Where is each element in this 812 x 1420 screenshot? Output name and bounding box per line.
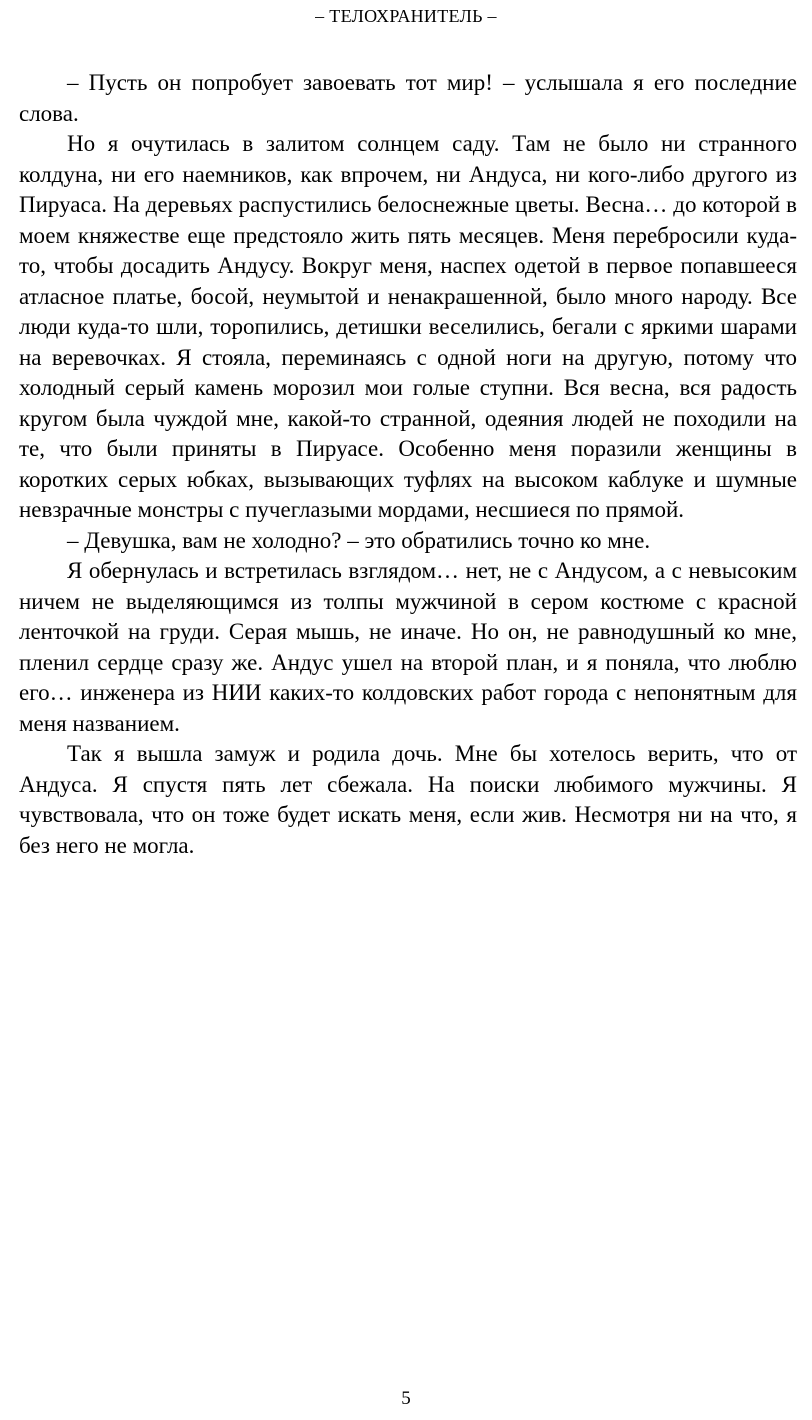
- running-header: – ТЕЛОХРАНИТЕЛЬ –: [315, 6, 497, 26]
- paragraph: Так я вышла замуж и родила дочь. Мне бы хотелось верить, что от Андуса. Я спустя пять лет сбежала. На поиски любимого мужчины. Я чувствовала, что он тоже будет искать меня, если жив. Несмотря ни на что, я без него не могла.: [19, 741, 797, 858]
- paragraph: – Пусть он попробует завоевать тот мир! – услышала я его последние слова.: [19, 70, 797, 126]
- paragraph: Но я очутилась в залитом солнцем саду. Там не было ни странного колдуна, ни его наемников, как впрочем, ни Андуса, ни кого-либо другого из Пируаса. На деревьях распустились белоснежные цветы. Весна… до которой в моем княжестве еще предстояло жить пять месяцев. Меня перебросили куда-то, чтобы досадить Андусу. Вокруг меня, наспех одетой в первое попавшееся атласное платье, босой, неумытой и ненакрашенной, было много народу. Все люди куда-то шли, торопились, детишки веселились, бегали с яркими шарами на веревочках. Я стояла, переминаясь с одной ноги на другую, потому что холодный серый камень морозил мои голые ступни. Вся весна, вся радость кругом была чуждой мне, какой-то странной, одеяния людей не походили на те, что были приняты в Пируасе. Особенно меня поразили женщины в коротких серых юбках, вызывающих туфлях на высоком каблуке и шумные невзрачные монстры с пучеглазыми мордами, несшиеся по прямой.: [19, 131, 797, 522]
- paragraph: – Девушка, вам не холодно? – это обратились точно ко мне.: [67, 527, 651, 553]
- page-number: 5: [401, 1388, 411, 1409]
- paragraph: Я обернулась и встретилась взглядом… нет, не с Андусом, а с невысоким ничем не выделяющимся из толпы мужчиной в сером костюме с красной ленточкой на груди. Серая мышь, не иначе. Но он, не равнодушный ко мне, пленил сердце сразу же. Андус ушел на второй план, и я поняла, что люблю его… инженера из НИИ каких-то колдовских работ города с непонятным для меня названием.: [19, 558, 797, 736]
- body-text: [19, 68, 797, 861]
